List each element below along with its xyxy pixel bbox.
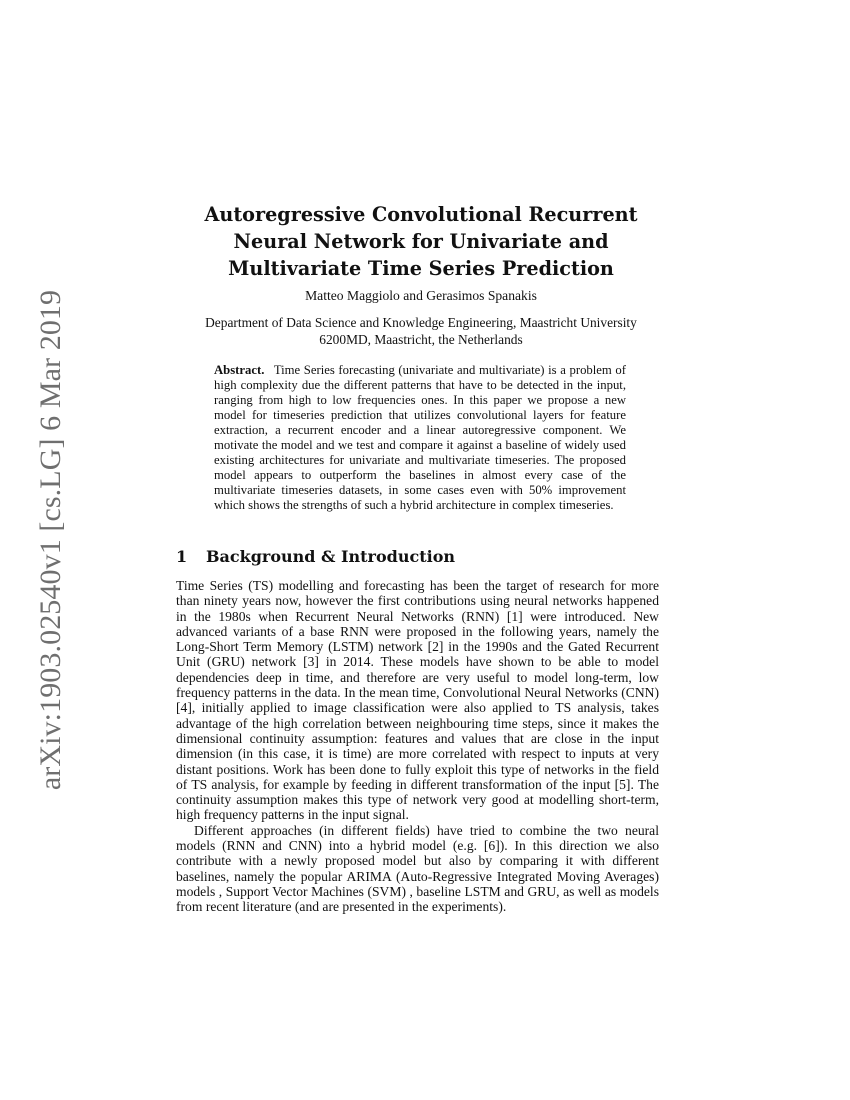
affiliation-line-2: 6200MD, Maastricht, the Netherlands bbox=[319, 332, 523, 347]
abstract-label: Abstract. bbox=[214, 363, 265, 377]
body-paragraph-2: Different approaches (in different fields) have tried to combine the two neural models (RNN and CNN) into a hybrid model (e.g. [6]). In this direction we also contribute with a newly proposed model but also by comparing it with different baselines, namely the popular ARIMA (Auto-Regressive Integrated Moving Averages) models , Support Vector Machines (SVM) , baseline LSTM and GRU, as well as models from recent literature (and are presented in the experiments). bbox=[176, 822, 659, 915]
section-title: Background & Introduction bbox=[206, 547, 455, 566]
arxiv-identifier-margin bbox=[34, 289, 67, 791]
arxiv-identifier: arXiv:1903.02540v1 [cs.LG] 6 Mar 2019 bbox=[34, 289, 67, 791]
affiliation-line-1: Department of Data Science and Knowledge Engineering, Maastricht University bbox=[205, 315, 637, 330]
abstract-text: Time Series forecasting (univariate and multivariate) is a problem of high complexity due the different patterns that have to be detected in the input, ranging from high to low frequencies ones. In this paper we propose a new model for timeseries prediction that utilizes convolutional layers for feature extraction, a recurrent encoder and a linear autoregressive component. We motivate the model and we test and compare it against a baseline of widely used existing architectures for univariate and multivariate timeseries. The proposed model appears to outperform the baselines in almost every case of the multivariate timeseries datasets, in some cases even with 50% improvement which shows the strengths of such a hybrid architecture in complex timeseries. bbox=[214, 363, 626, 513]
section-body bbox=[176, 578, 659, 915]
body-paragraph-1: Time Series (TS) modelling and forecasting has been the target of research for more than ninety years now, however the first contributions using neural networks happened in the 1980s when Recurrent Neural Networks (RNN) [1] were introduced. New advanced variants of a base RNN were proposed in the following years, namely the Long-Short Term Memory (LSTM) network [2] in the 1990s and the Gated Recurrent Unit (GRU) network [3] in 2014. These models have shown to be able to model dependencies deep in time, and therefore are very useful to model long-term, low frequency patterns in the data. In the mean time, Convolutional Neural Networks (CNN) [4], initially applied to image classification were also applied to TS analysis, takes advantage of the high correlation between neighbouring time steps, since it makes the dimensional continuity assumption: features and values that are close in the input dimension (in this case, it is time) are more correlated with respect to inputs at very distant positions. Work has been done to fully exploit this type of networks in the field of TS analysis, for example by feeding in different transformation of the input [5]. The continuity assumption makes this type of network very good at modelling short-term, high frequency patterns in the input signal. bbox=[176, 578, 659, 823]
affiliation bbox=[176, 314, 666, 348]
section-heading bbox=[176, 546, 666, 568]
authors: Matteo Maggiolo and Gerasimos Spanakis bbox=[305, 288, 537, 303]
abstract bbox=[214, 363, 626, 513]
paper-title: Autoregressive Convolutional Recurrent Neural Network for Univariate and Multivariate Time Series Prediction bbox=[204, 203, 638, 280]
section-number: 1 bbox=[176, 547, 188, 566]
